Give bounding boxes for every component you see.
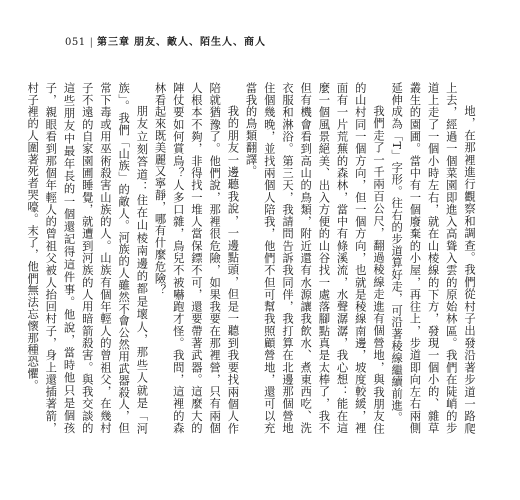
paragraph-4: 朋友立刻答道：住在山棱南邊的都是壞人，那些人就是「河族」。我們「山族」的敵人。河族的人雖然不會公然用武器殺人，但常下毒或用巫術殺害山族的人。山族有個年輕人的曾祖父，在幾村子不遠的自家園圃睡覺，就遭到河族的人用暗箭殺害。與我交談的這些朋友中最年長的一個還記得這件事。他說，當時他只是個孩子，親眼看到那個年輕人的曾祖父被人抬回村子，身上還插著箭，村子裡的人圍著死者哭嚎。末了，他們無法忘懷那種恐懼。 [26,82,149,434]
page-number: 051 [65,37,86,48]
running-header [65,33,266,49]
paragraph-2: 我們走了一千兩百公尺，翻過稜線走進有個營地，與我朋友住的山村同一個方向，但一個方向，也就是稜線南邊，坡度較緩，裡面有一片荒蕪的森林，當中有條溪流，水聲潺潺，我心想：能在這麼一個風景絕美、出入方便的山谷找一處落腳點真是太棒了，我不但有機會看到高山的鳥類，附近還有水源讓我飲水、煮東西吃、洗衣服和淋浴。第三天，我請問告訴我同伴，我打算在北邊那個營地住個幾晚，並找兩個人陪我，他們不但可幫我照顧營地，還可以充當我的鳥類翻譯。 [244,82,385,434]
paragraph-3: 我的朋友一邊聽我說，一邊點頭，但是一聽到我要找兩個人作陪就猶豫了。他們說，那裡很危險，如果我要在那裡營，只有兩個人根本不夠，非得找一堆人當保鏢不可，還要帶著武器。這麼大的陣仗要如何賞鳥？人多口雜，鳥兒不被嚇跑才怪。我問，這裡的森林看起來既美麗又寧靜，哪有什麼危險？ [153,82,240,434]
chapter-label: 第三章 [96,37,130,48]
paragraph-1: 地，在那裡進行觀察和調查。我們從村子出發沿著步道一路爬上去，經過一個菜園即進入高聳入雲的原始林區。我們在陡峭的步道上走了一個小時左右，就在山棱線的下方，發現一個小的、雜草叢生的園圃。當中有一個廢棄的小屋，再往上，步道即向左右兩側延伸成為「T」字形。往右的步道算好走，可沿著稜線繼續前進。 [390,82,476,434]
header-separator: | [89,37,93,48]
chapter-title: 朋友、敵人、陌生人、商人 [133,37,266,48]
body-text [26,82,478,434]
